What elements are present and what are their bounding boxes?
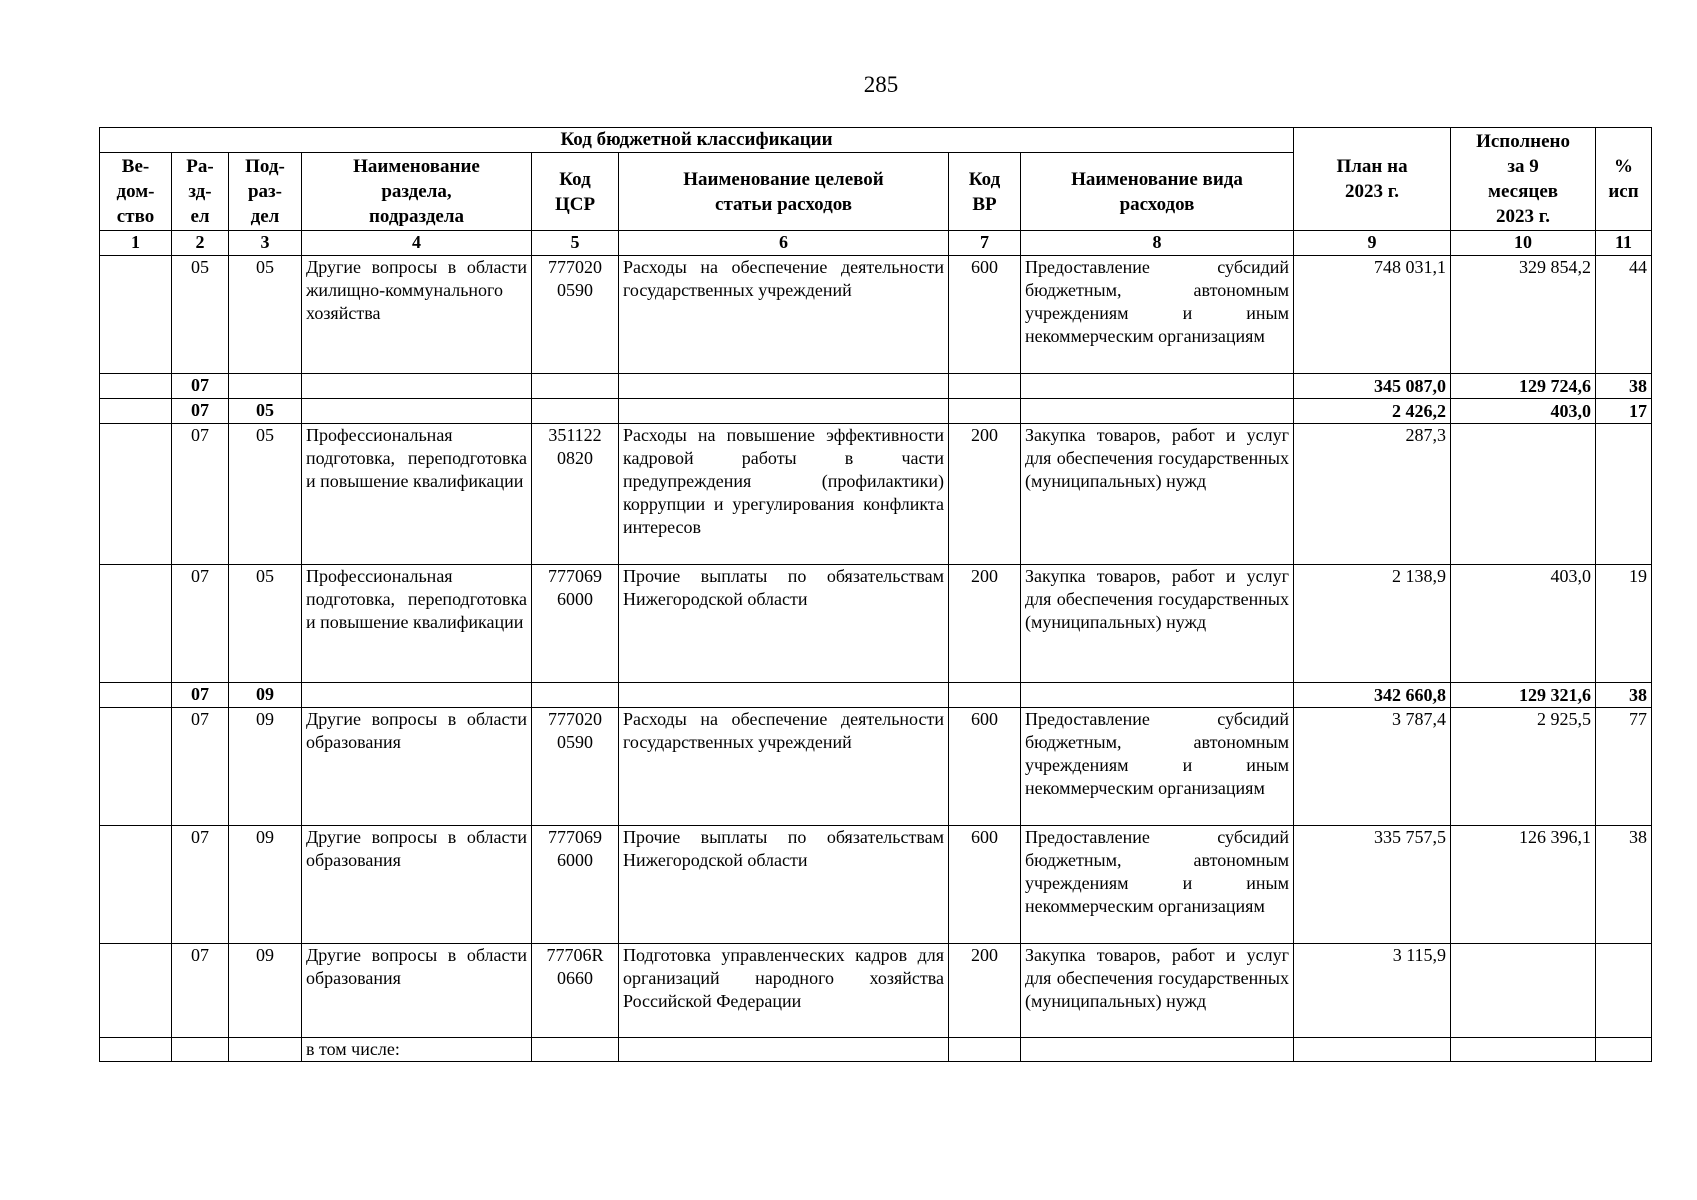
cell-department: [100, 565, 172, 683]
cell-target-name: [619, 399, 949, 424]
cell-section: 07: [172, 424, 229, 565]
cell-executed: [1451, 944, 1596, 1038]
cell-department: [100, 399, 172, 424]
cell-department: [100, 424, 172, 565]
cell-expense-type: [1021, 374, 1294, 399]
cell-department: [100, 256, 172, 374]
cell-executed: 403,0: [1451, 399, 1596, 424]
cell-executed: 126 396,1: [1451, 826, 1596, 944]
cell-subsection: 05: [229, 256, 302, 374]
cell-section: 07: [172, 683, 229, 708]
cell-csr-code: 777020 0590: [532, 708, 619, 826]
cell-expense-type: Закупка товаров, работ и услуг для обеспечения государственных (муниципальных) нужд: [1021, 944, 1294, 1038]
column-number: 5: [532, 231, 619, 256]
cell-percent: [1596, 424, 1652, 565]
cell-percent: [1596, 944, 1652, 1038]
cell-csr-code: [532, 374, 619, 399]
cell-plan: 335 757,5: [1294, 826, 1451, 944]
cell-section-name: в том числе:: [302, 1038, 532, 1062]
cell-vr-code: 600: [949, 708, 1021, 826]
header-department: Ве- дом- ство: [100, 153, 172, 231]
cell-expense-type: [1021, 683, 1294, 708]
header-vr-code: Код ВР: [949, 153, 1021, 231]
cell-section-name: Другие вопросы в области образования: [302, 708, 532, 826]
header-section: Ра- зд- ел: [172, 153, 229, 231]
cell-percent: [1596, 1038, 1652, 1062]
cell-csr-code: 777069 6000: [532, 826, 619, 944]
cell-section: 07: [172, 565, 229, 683]
page-number: 285: [863, 72, 899, 97]
cell-vr-code: [949, 399, 1021, 424]
cell-percent: 38: [1596, 826, 1652, 944]
cell-vr-code: 200: [949, 424, 1021, 565]
header-expense-type: Наименование вида расходов: [1021, 153, 1294, 231]
table-row: [100, 565, 1652, 683]
cell-department: [100, 708, 172, 826]
header-executed: Исполнено за 9 месяцев 2023 г.: [1451, 128, 1596, 231]
cell-section-name: [302, 399, 532, 424]
column-number: 2: [172, 231, 229, 256]
cell-executed: 129 724,6: [1451, 374, 1596, 399]
cell-department: [100, 374, 172, 399]
column-number: 11: [1596, 231, 1652, 256]
cell-target-name: Расходы на обеспечение деятельности государственных учреждений: [619, 256, 949, 374]
budget-table: [99, 127, 1652, 1062]
cell-executed: [1451, 1038, 1596, 1062]
cell-vr-code: 600: [949, 256, 1021, 374]
cell-department: [100, 683, 172, 708]
table-row: [100, 826, 1652, 944]
cell-expense-type: [1021, 1038, 1294, 1062]
cell-subsection: 09: [229, 708, 302, 826]
cell-subsection: 09: [229, 944, 302, 1038]
column-number: 8: [1021, 231, 1294, 256]
cell-target-name: Прочие выплаты по обязательствам Нижегородской области: [619, 826, 949, 944]
cell-subsection: [229, 1038, 302, 1062]
header-section-name: Наименование раздела, подраздела: [302, 153, 532, 231]
column-number: 4: [302, 231, 532, 256]
table-row: [100, 708, 1652, 826]
cell-executed: [1451, 424, 1596, 565]
cell-subsection: 05: [229, 399, 302, 424]
cell-executed: 2 925,5: [1451, 708, 1596, 826]
cell-executed: 329 854,2: [1451, 256, 1596, 374]
table-row: [100, 944, 1652, 1038]
cell-plan: 345 087,0: [1294, 374, 1451, 399]
table-row: [100, 256, 1652, 374]
cell-target-name: Расходы на повышение эффективности кадровой работы в части предупреждения (профилактики) коррупции и урегулирования конфликта интересов: [619, 424, 949, 565]
cell-percent: 44: [1596, 256, 1652, 374]
cell-executed: 129 321,6: [1451, 683, 1596, 708]
header-plan: План на 2023 г.: [1294, 128, 1451, 231]
cell-executed: 403,0: [1451, 565, 1596, 683]
cell-section-name: Профессиональная подготовка, переподготовка и повышение квалификации: [302, 565, 532, 683]
cell-subsection: [229, 374, 302, 399]
cell-csr-code: 777069 6000: [532, 565, 619, 683]
cell-section-name: Другие вопросы в области образования: [302, 944, 532, 1038]
cell-plan: 748 031,1: [1294, 256, 1451, 374]
column-number: 6: [619, 231, 949, 256]
cell-vr-code: 600: [949, 826, 1021, 944]
cell-plan: 342 660,8: [1294, 683, 1451, 708]
cell-vr-code: [949, 683, 1021, 708]
cell-expense-type: Закупка товаров, работ и услуг для обеспечения государственных (муниципальных) нужд: [1021, 565, 1294, 683]
table-row-total: [100, 399, 1652, 424]
cell-subsection: 05: [229, 565, 302, 683]
cell-section: [172, 1038, 229, 1062]
cell-section: 07: [172, 944, 229, 1038]
cell-expense-type: Предоставление субсидий бюджетным, автономным учреждениям и иным некоммерческим организациям: [1021, 708, 1294, 826]
cell-percent: 38: [1596, 374, 1652, 399]
cell-subsection: 09: [229, 683, 302, 708]
cell-csr-code: [532, 1038, 619, 1062]
header-percent: % исп: [1596, 128, 1652, 231]
cell-section: 07: [172, 374, 229, 399]
table-row-total: [100, 683, 1652, 708]
cell-vr-code: [949, 1038, 1021, 1062]
cell-vr-code: [949, 374, 1021, 399]
cell-percent: 38: [1596, 683, 1652, 708]
cell-section: 07: [172, 826, 229, 944]
cell-subsection: 05: [229, 424, 302, 565]
cell-section-name: Другие вопросы в области жилищно-коммунального хозяйства: [302, 256, 532, 374]
cell-expense-type: [1021, 399, 1294, 424]
cell-percent: 19: [1596, 565, 1652, 683]
cell-section-name: Профессиональная подготовка, переподготовка и повышение квалификации: [302, 424, 532, 565]
cell-csr-code: 351122 0820: [532, 424, 619, 565]
cell-section: 07: [172, 399, 229, 424]
cell-plan: 3 115,9: [1294, 944, 1451, 1038]
cell-department: [100, 826, 172, 944]
header-subsection: Под- раз- дел: [229, 153, 302, 231]
cell-target-name: [619, 1038, 949, 1062]
column-number: 9: [1294, 231, 1451, 256]
cell-percent: 77: [1596, 708, 1652, 826]
header-csr-code: Код ЦСР: [532, 153, 619, 231]
cell-department: [100, 944, 172, 1038]
cell-section: 07: [172, 708, 229, 826]
cell-plan: [1294, 1038, 1451, 1062]
column-number: 3: [229, 231, 302, 256]
column-number: 7: [949, 231, 1021, 256]
cell-percent: 17: [1596, 399, 1652, 424]
column-number: 10: [1451, 231, 1596, 256]
cell-target-name: Расходы на обеспечение деятельности государственных учреждений: [619, 708, 949, 826]
cell-plan: 287,3: [1294, 424, 1451, 565]
cell-department: [100, 1038, 172, 1062]
cell-csr-code: 77706R 0660: [532, 944, 619, 1038]
cell-target-name: Подготовка управленческих кадров для организаций народного хозяйства Российской Федерации: [619, 944, 949, 1038]
cell-expense-type: Закупка товаров, работ и услуг для обеспечения государственных (муниципальных) нужд: [1021, 424, 1294, 565]
cell-plan: 2 426,2: [1294, 399, 1451, 424]
column-number: 1: [100, 231, 172, 256]
column-number-row: [100, 231, 1652, 256]
cell-csr-code: [532, 399, 619, 424]
cell-subsection: 09: [229, 826, 302, 944]
cell-section: 05: [172, 256, 229, 374]
table-row: [100, 1038, 1652, 1062]
cell-expense-type: Предоставление субсидий бюджетным, автономным учреждениям и иным некоммерческим организациям: [1021, 256, 1294, 374]
cell-vr-code: 200: [949, 565, 1021, 683]
cell-section-name: [302, 683, 532, 708]
table-row: [100, 424, 1652, 565]
cell-plan: 3 787,4: [1294, 708, 1451, 826]
cell-section-name: [302, 374, 532, 399]
cell-csr-code: 777020 0590: [532, 256, 619, 374]
cell-csr-code: [532, 683, 619, 708]
cell-plan: 2 138,9: [1294, 565, 1451, 683]
cell-target-name: [619, 683, 949, 708]
cell-vr-code: 200: [949, 944, 1021, 1038]
header-budget-classification-code: Код бюджетной классификации: [100, 128, 1294, 153]
cell-target-name: [619, 374, 949, 399]
cell-section-name: Другие вопросы в области образования: [302, 826, 532, 944]
cell-expense-type: Предоставление субсидий бюджетным, автономным учреждениям и иным некоммерческим организациям: [1021, 826, 1294, 944]
cell-target-name: Прочие выплаты по обязательствам Нижегородской области: [619, 565, 949, 683]
header-target-name: Наименование целевой статьи расходов: [619, 153, 949, 231]
table-row-total: [100, 374, 1652, 399]
